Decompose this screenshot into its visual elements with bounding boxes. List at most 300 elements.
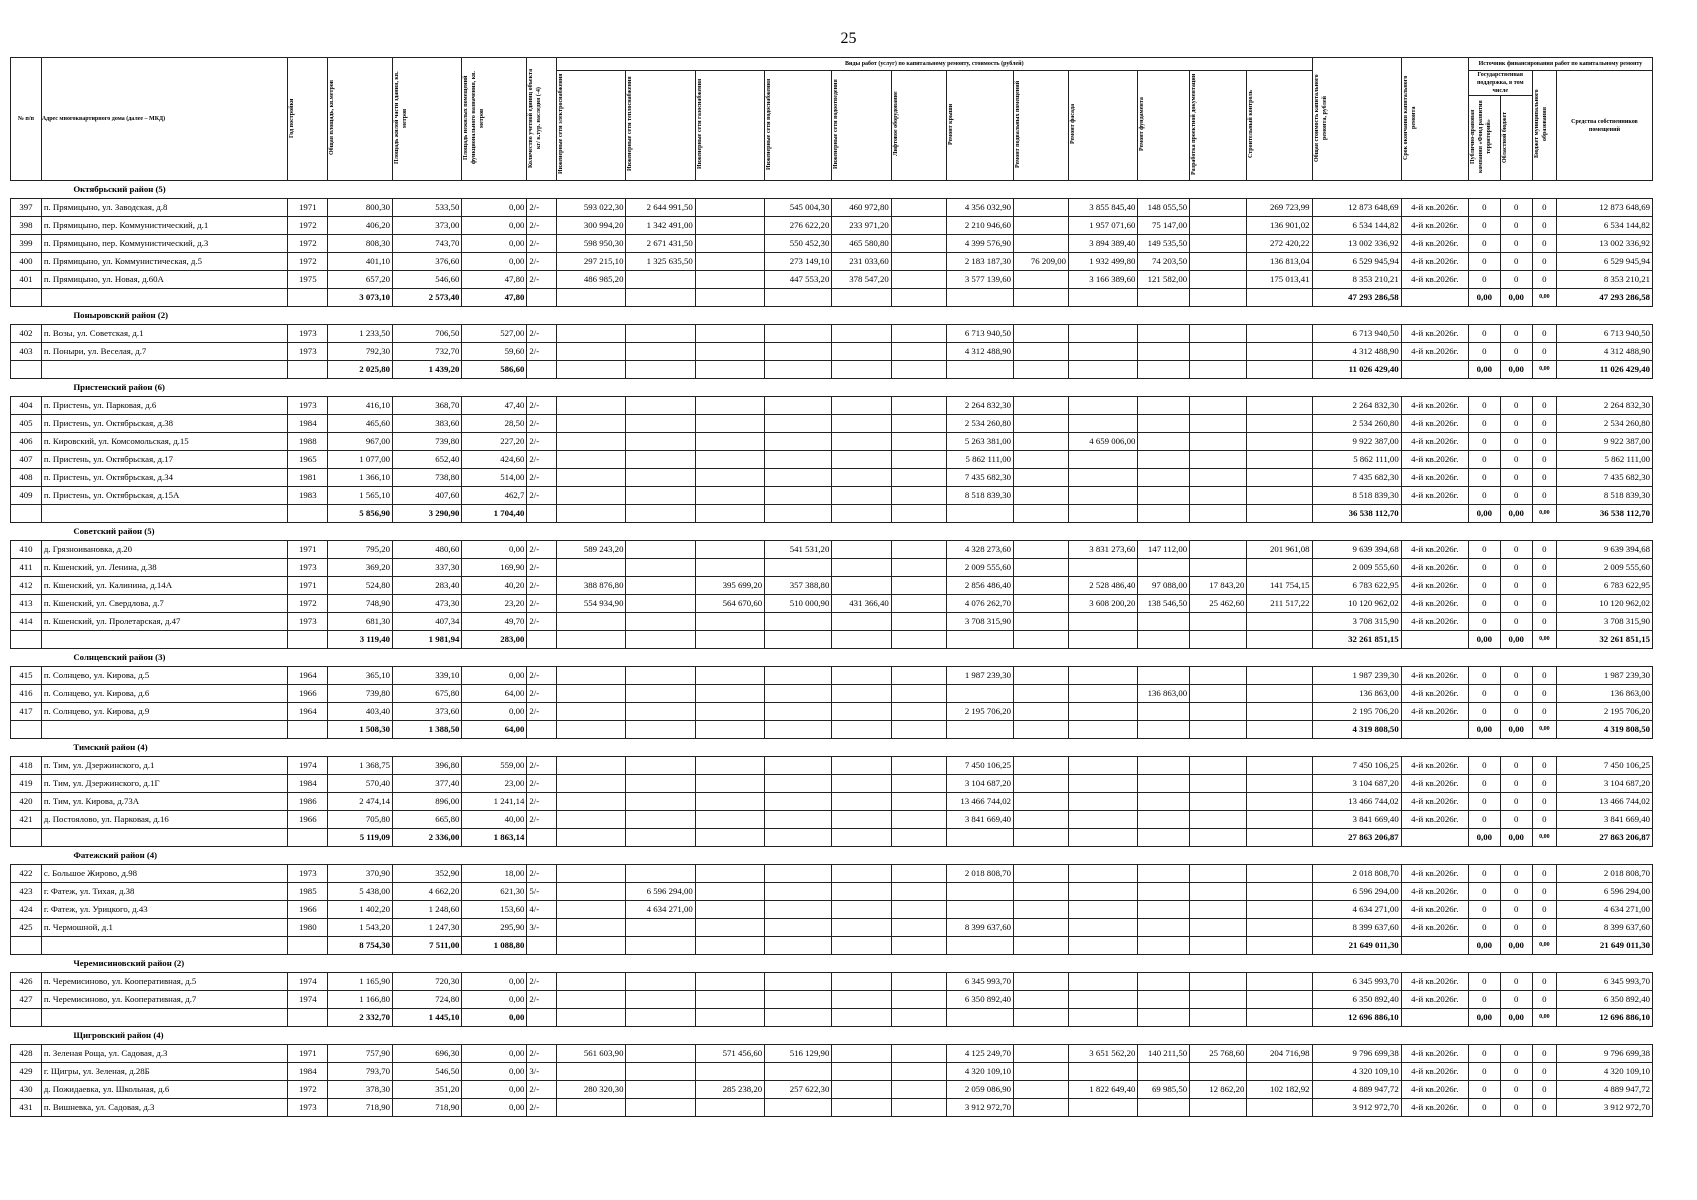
cell-design: [1190, 685, 1247, 703]
total-cell-roof: [946, 1009, 1013, 1027]
cell-u: 5/-: [527, 883, 557, 901]
cell-f4: 5 862 111,00: [1556, 451, 1652, 469]
cell-facade: 1 957 071,60: [1069, 217, 1138, 235]
table-row: [11, 901, 1653, 919]
total-cell-n: [11, 505, 42, 523]
cell-base: [1014, 1063, 1069, 1081]
cell-la: 706,50: [393, 325, 462, 343]
cell-f2: 0: [1500, 595, 1532, 613]
cell-f1: 0: [1468, 973, 1500, 991]
cell-addr: п. Прямицыно, пер. Коммунистический, д.3: [41, 235, 288, 253]
total-cell-gas: [695, 631, 764, 649]
cell-total: 12 873 648,69: [1312, 199, 1401, 217]
district-name: Октябрьский район (5): [41, 181, 1652, 199]
cell-found: [1138, 1099, 1190, 1117]
cell-na: 424,60: [462, 451, 527, 469]
district-name: Пристенский район (6): [41, 379, 1652, 397]
cell-heat: [626, 757, 695, 775]
cell-heat: 4 634 271,00: [626, 901, 695, 919]
cell-design: [1190, 901, 1247, 919]
total-cell-total: 32 261 851,15: [1312, 631, 1401, 649]
cell-na: 0,00: [462, 667, 527, 685]
cell-year: 1966: [288, 811, 328, 829]
table-row: [11, 703, 1653, 721]
cell-f2: 0: [1500, 883, 1532, 901]
total-cell-roof: [946, 505, 1013, 523]
cell-roof: 3 841 669,40: [946, 811, 1013, 829]
cell-year: 1966: [288, 901, 328, 919]
total-cell-sewer: [832, 829, 891, 847]
total-cell-water: [765, 631, 832, 649]
cell-f1: 0: [1468, 217, 1500, 235]
cell-u: 2/-: [527, 469, 557, 487]
cell-found: [1138, 775, 1190, 793]
cell-gas: [695, 541, 764, 559]
total-cell-sewer: [832, 631, 891, 649]
cell-f1: 0: [1468, 433, 1500, 451]
cell-design: 25 462,60: [1190, 595, 1247, 613]
total-cell-na: 1 088,80: [462, 937, 527, 955]
cell-control: [1247, 703, 1312, 721]
cell-base: [1014, 559, 1069, 577]
cell-f1: 0: [1468, 343, 1500, 361]
cell-base: [1014, 991, 1069, 1009]
table-row: [11, 613, 1653, 631]
table-row: [11, 343, 1653, 361]
cell-water: [765, 343, 832, 361]
cell-u: 2/-: [527, 811, 557, 829]
total-cell-u: [527, 289, 557, 307]
cell-roof: 8 399 637,60: [946, 919, 1013, 937]
cell-roof: 2 210 946,60: [946, 217, 1013, 235]
total-cell-control: [1247, 829, 1312, 847]
cell-elec: 593 022,30: [557, 199, 626, 217]
header-f-owners: Средства собственников помещений: [1556, 71, 1652, 181]
total-cell-u: [527, 721, 557, 739]
cell-la: 896,00: [393, 793, 462, 811]
cell-found: [1138, 919, 1190, 937]
cell-f1: 0: [1468, 199, 1500, 217]
cell-gas: [695, 415, 764, 433]
header-total-cost: Общая стоимость капитального ремонта, рублей: [1312, 58, 1401, 181]
cell-water: [765, 865, 832, 883]
cell-elec: [557, 613, 626, 631]
cell-elec: 280 320,30: [557, 1081, 626, 1099]
cell-na: 59,60: [462, 343, 527, 361]
cell-addr: д. Пожидаевка, ул. Школьная, д.6: [41, 1081, 288, 1099]
cell-sewer: [832, 883, 891, 901]
cell-ta: 800,30: [328, 199, 393, 217]
cell-la: 738,80: [393, 469, 462, 487]
cell-f3: 0: [1532, 919, 1556, 937]
total-cell-ta: 2 025,80: [328, 361, 393, 379]
district-header: [11, 523, 1653, 541]
total-cell-f2: 0,00: [1500, 721, 1532, 739]
total-cell-total: 36 538 112,70: [1312, 505, 1401, 523]
cell-na: 0,00: [462, 1081, 527, 1099]
cell-ta: 1 402,20: [328, 901, 393, 919]
cell-design: [1190, 613, 1247, 631]
cell-ta: 365,10: [328, 667, 393, 685]
cell-heat: [626, 973, 695, 991]
cell-year: 1972: [288, 235, 328, 253]
district-header: [11, 1027, 1653, 1045]
cell-base: [1014, 703, 1069, 721]
cell-water: 550 452,30: [765, 235, 832, 253]
cell-roof: 6 350 892,40: [946, 991, 1013, 1009]
cell-year: 1971: [288, 1045, 328, 1063]
cell-sewer: [832, 757, 891, 775]
cell-na: 0,00: [462, 1099, 527, 1117]
cell-design: 17 843,20: [1190, 577, 1247, 595]
cell-heat: [626, 1081, 695, 1099]
table-row: [11, 793, 1653, 811]
cell-la: 339,10: [393, 667, 462, 685]
cell-roof: 2 264 832,30: [946, 397, 1013, 415]
cell-heat: [626, 667, 695, 685]
table-row: [11, 973, 1653, 991]
cell-design: [1190, 559, 1247, 577]
cell-addr: п. Пристень, ул. Октябрьская, д.17: [41, 451, 288, 469]
cell-roof: [946, 883, 1013, 901]
cell-heat: [626, 325, 695, 343]
cell-dl: 4-й кв.2026г.: [1401, 991, 1468, 1009]
total-cell-f2: 0,00: [1500, 829, 1532, 847]
total-cell-ta: 1 508,30: [328, 721, 393, 739]
cell-facade: [1069, 469, 1138, 487]
cell-na: 47,80: [462, 271, 527, 289]
cell-base: [1014, 973, 1069, 991]
cell-f2: 0: [1500, 217, 1532, 235]
cell-sewer: [832, 793, 891, 811]
cell-f1: 0: [1468, 685, 1500, 703]
cell-facade: 3 855 845,40: [1069, 199, 1138, 217]
table-row: [11, 1081, 1653, 1099]
cell-heat: [626, 271, 695, 289]
cell-addr: п. Прямицыно, ул. Новая, д.60А: [41, 271, 288, 289]
cell-facade: [1069, 325, 1138, 343]
cell-gas: [695, 793, 764, 811]
cell-ta: 369,20: [328, 559, 393, 577]
cell-control: [1247, 559, 1312, 577]
cell-water: [765, 559, 832, 577]
cell-total: 7 450 106,25: [1312, 757, 1401, 775]
total-cell-la: 1 388,50: [393, 721, 462, 739]
cell-na: 0,00: [462, 217, 527, 235]
cell-f3: 0: [1532, 613, 1556, 631]
cell-total: 9 922 387,00: [1312, 433, 1401, 451]
cell-f1: 0: [1468, 1099, 1500, 1117]
table-row: [11, 667, 1653, 685]
cell-total: 3 912 972,70: [1312, 1099, 1401, 1117]
cell-ta: 657,20: [328, 271, 393, 289]
total-cell-dl: [1401, 505, 1468, 523]
cell-na: 40,00: [462, 811, 527, 829]
table-row: [11, 271, 1653, 289]
cell-sewer: [832, 919, 891, 937]
cell-lift: [891, 397, 946, 415]
cell-dl: 4-й кв.2026г.: [1401, 901, 1468, 919]
total-cell-u: [527, 361, 557, 379]
cell-roof: 13 466 744,02: [946, 793, 1013, 811]
cell-ta: 757,90: [328, 1045, 393, 1063]
cell-facade: [1069, 1063, 1138, 1081]
cell-la: 407,60: [393, 487, 462, 505]
cell-water: [765, 667, 832, 685]
cell-f2: 0: [1500, 1099, 1532, 1117]
cell-f4: 3 104 687,20: [1556, 775, 1652, 793]
cell-f2: 0: [1500, 271, 1532, 289]
total-cell-control: [1247, 631, 1312, 649]
total-cell-dl: [1401, 1009, 1468, 1027]
cell-na: 462,7: [462, 487, 527, 505]
cell-control: 102 182,92: [1247, 1081, 1312, 1099]
cell-total: 2 195 706,20: [1312, 703, 1401, 721]
cell-facade: 3 894 389,40: [1069, 235, 1138, 253]
cell-f4: 9 639 394,68: [1556, 541, 1652, 559]
cell-heat: [626, 559, 695, 577]
page-number: 25: [840, 30, 857, 47]
cell-found: [1138, 415, 1190, 433]
total-cell-f2: 0,00: [1500, 505, 1532, 523]
cell-found: 138 546,50: [1138, 595, 1190, 613]
cell-na: 0,00: [462, 1045, 527, 1063]
cell-n: 404: [11, 397, 42, 415]
cell-f3: 0: [1532, 1063, 1556, 1081]
total-cell-f3: 0,00: [1532, 361, 1556, 379]
header-year: Год постройки: [288, 58, 328, 181]
cell-facade: [1069, 451, 1138, 469]
cell-dl: 4-й кв.2026г.: [1401, 325, 1468, 343]
cell-found: [1138, 703, 1190, 721]
cell-f4: 6 345 993,70: [1556, 973, 1652, 991]
cell-sewer: [832, 991, 891, 1009]
district-total-row: [11, 289, 1653, 307]
cell-roof: 8 518 839,30: [946, 487, 1013, 505]
total-cell-u: [527, 937, 557, 955]
cell-water: [765, 883, 832, 901]
cell-u: 2/-: [527, 973, 557, 991]
cell-u: 2/-: [527, 235, 557, 253]
cell-f4: 4 312 488,90: [1556, 343, 1652, 361]
cell-gas: [695, 325, 764, 343]
total-cell-roof: [946, 937, 1013, 955]
cell-elec: 388 876,80: [557, 577, 626, 595]
cell-design: [1190, 433, 1247, 451]
cell-n: 400: [11, 253, 42, 271]
total-cell-dl: [1401, 721, 1468, 739]
cell-facade: 3 831 273,60: [1069, 541, 1138, 559]
cell-gas: [695, 973, 764, 991]
cell-u: 2/-: [527, 667, 557, 685]
cell-water: [765, 991, 832, 1009]
total-cell-facade: [1069, 1009, 1138, 1027]
cell-water: [765, 811, 832, 829]
cell-water: [765, 793, 832, 811]
header-w-design: Разработка проектной документации: [1190, 71, 1247, 181]
cell-sewer: [832, 667, 891, 685]
cell-f4: 6 534 144,82: [1556, 217, 1652, 235]
table-row: [11, 595, 1653, 613]
cell-f1: 0: [1468, 811, 1500, 829]
cell-ta: 370,90: [328, 865, 393, 883]
cell-f4: 6 783 622,95: [1556, 577, 1652, 595]
cell-f3: 0: [1532, 235, 1556, 253]
cell-design: 25 768,60: [1190, 1045, 1247, 1063]
cell-lift: [891, 775, 946, 793]
cell-base: [1014, 1099, 1069, 1117]
total-cell-u: [527, 631, 557, 649]
cell-f4: 2 534 260,80: [1556, 415, 1652, 433]
cell-control: [1247, 613, 1312, 631]
cell-f2: 0: [1500, 973, 1532, 991]
cell-n: 418: [11, 757, 42, 775]
cell-lift: [891, 253, 946, 271]
total-cell-elec: [557, 505, 626, 523]
total-cell-n: [11, 829, 42, 847]
cell-roof: 3 577 139,60: [946, 271, 1013, 289]
total-cell-f1: 0,00: [1468, 289, 1500, 307]
cell-f3: 0: [1532, 415, 1556, 433]
cell-na: 559,00: [462, 757, 527, 775]
cell-found: [1138, 865, 1190, 883]
total-cell-roof: [946, 631, 1013, 649]
cell-gas: [695, 559, 764, 577]
cell-f3: 0: [1532, 253, 1556, 271]
cell-year: 1980: [288, 919, 328, 937]
total-cell-water: [765, 1009, 832, 1027]
total-cell-base: [1014, 829, 1069, 847]
cell-lift: [891, 235, 946, 253]
cell-u: 2/-: [527, 343, 557, 361]
cell-elec: 561 603,90: [557, 1045, 626, 1063]
cell-addr: п. Тим, ул. Кирова, д.73А: [41, 793, 288, 811]
cell-n: 416: [11, 685, 42, 703]
cell-gas: 395 699,20: [695, 577, 764, 595]
total-cell-na: 1 863,14: [462, 829, 527, 847]
total-cell-gas: [695, 289, 764, 307]
cell-elec: [557, 1063, 626, 1081]
cell-base: [1014, 397, 1069, 415]
cell-gas: [695, 757, 764, 775]
total-cell-base: [1014, 937, 1069, 955]
cell-addr: п. Солнцево, ул. Кирова, д.9: [41, 703, 288, 721]
cell-control: 211 517,22: [1247, 595, 1312, 613]
cell-base: [1014, 217, 1069, 235]
total-cell-addr: [41, 289, 288, 307]
cell-control: [1247, 1099, 1312, 1117]
total-cell-year: [288, 829, 328, 847]
cell-roof: 6 713 940,50: [946, 325, 1013, 343]
capital-repair-table: [10, 57, 1653, 1117]
total-cell-found: [1138, 289, 1190, 307]
cell-design: [1190, 793, 1247, 811]
total-cell-found: [1138, 937, 1190, 955]
cell-dl: 4-й кв.2026г.: [1401, 577, 1468, 595]
district-spacer: [11, 847, 42, 865]
cell-u: 2/-: [527, 595, 557, 613]
table-row: [11, 469, 1653, 487]
cell-facade: [1069, 1099, 1138, 1117]
cell-elec: [557, 451, 626, 469]
cell-control: [1247, 757, 1312, 775]
cell-roof: 4 399 576,90: [946, 235, 1013, 253]
district-name: Солнцевский район (3): [41, 649, 1652, 667]
cell-roof: 2 195 706,20: [946, 703, 1013, 721]
cell-f2: 0: [1500, 325, 1532, 343]
table-row: [11, 577, 1653, 595]
district-name: Фатежский район (4): [41, 847, 1652, 865]
total-cell-f4: 27 863 206,87: [1556, 829, 1652, 847]
cell-la: 696,30: [393, 1045, 462, 1063]
cell-addr: п. Черемисиново, ул. Кооперативная, д.7: [41, 991, 288, 1009]
cell-facade: [1069, 613, 1138, 631]
cell-water: [765, 703, 832, 721]
cell-gas: [695, 883, 764, 901]
cell-design: [1190, 199, 1247, 217]
cell-n: 402: [11, 325, 42, 343]
cell-roof: 3 912 972,70: [946, 1099, 1013, 1117]
cell-lift: [891, 901, 946, 919]
cell-dl: 4-й кв.2026г.: [1401, 667, 1468, 685]
cell-f2: 0: [1500, 667, 1532, 685]
cell-found: [1138, 811, 1190, 829]
cell-f1: 0: [1468, 919, 1500, 937]
total-cell-year: [288, 505, 328, 523]
cell-lift: [891, 991, 946, 1009]
total-cell-sewer: [832, 721, 891, 739]
header-works-group: Виды работ (услуг) по капитальному ремонту, стоимость (рублей): [557, 58, 1312, 71]
cell-addr: п. Кшенский, ул. Калинина, д.14А: [41, 577, 288, 595]
total-cell-f1: 0,00: [1468, 361, 1500, 379]
cell-la: 407,34: [393, 613, 462, 631]
cell-na: 527,00: [462, 325, 527, 343]
cell-ta: 795,20: [328, 541, 393, 559]
cell-elec: [557, 343, 626, 361]
cell-total: 6 783 622,95: [1312, 577, 1401, 595]
table-row: [11, 397, 1653, 415]
cell-year: 1975: [288, 271, 328, 289]
total-cell-found: [1138, 505, 1190, 523]
cell-addr: п. Тим, ул. Дзержинского, д.1Г: [41, 775, 288, 793]
cell-f3: 0: [1532, 343, 1556, 361]
cell-ta: 1 565,10: [328, 487, 393, 505]
cell-f2: 0: [1500, 253, 1532, 271]
cell-base: [1014, 1081, 1069, 1099]
cell-f3: 0: [1532, 325, 1556, 343]
cell-facade: [1069, 685, 1138, 703]
cell-sewer: [832, 703, 891, 721]
cell-heat: [626, 793, 695, 811]
total-cell-control: [1247, 289, 1312, 307]
cell-control: [1247, 919, 1312, 937]
cell-heat: 2 671 431,50: [626, 235, 695, 253]
cell-control: [1247, 991, 1312, 1009]
cell-ta: 967,00: [328, 433, 393, 451]
cell-ta: 739,80: [328, 685, 393, 703]
total-cell-facade: [1069, 721, 1138, 739]
cell-sewer: [832, 865, 891, 883]
total-cell-design: [1190, 721, 1247, 739]
cell-design: 12 862,20: [1190, 1081, 1247, 1099]
cell-la: 368,70: [393, 397, 462, 415]
cell-sewer: [832, 343, 891, 361]
cell-dl: 4-й кв.2026г.: [1401, 433, 1468, 451]
cell-la: 337,30: [393, 559, 462, 577]
cell-ta: 403,40: [328, 703, 393, 721]
total-cell-found: [1138, 721, 1190, 739]
cell-dl: 4-й кв.2026г.: [1401, 973, 1468, 991]
